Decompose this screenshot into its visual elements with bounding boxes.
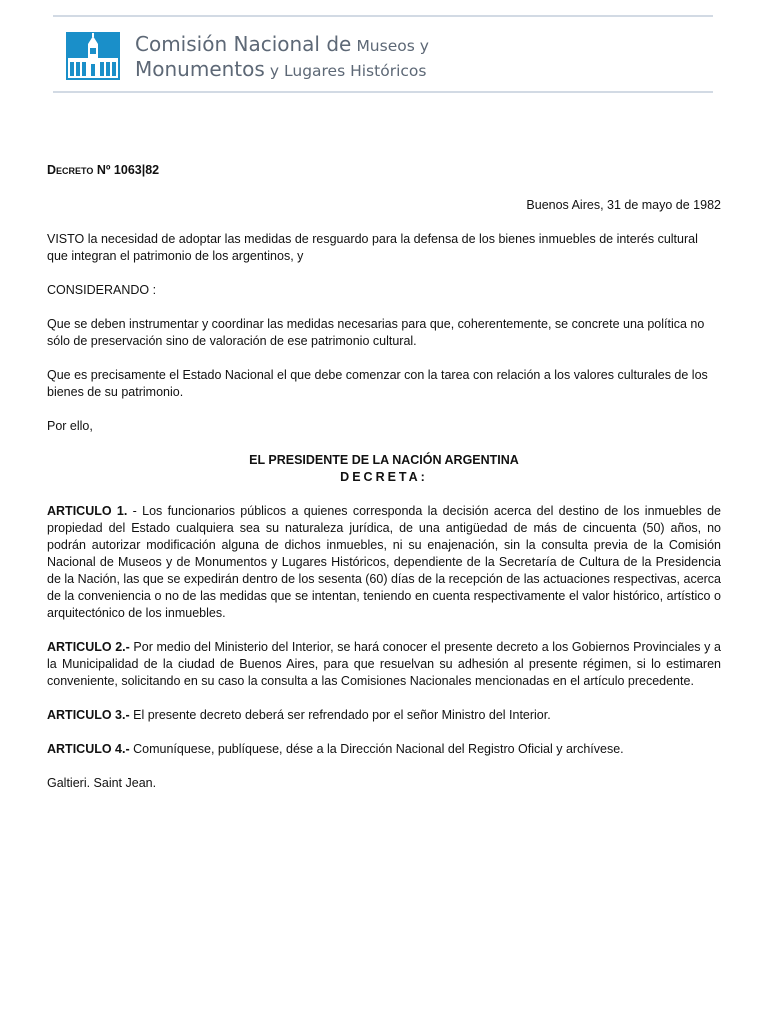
header-top-rule <box>53 15 713 17</box>
decreta-heading: DECRETA: <box>340 470 428 484</box>
header-bottom-rule <box>53 91 713 93</box>
org-name <box>135 33 429 83</box>
decree-title <box>47 162 721 179</box>
org-name-part: Monumentos <box>135 57 265 81</box>
article-4 <box>47 741 721 758</box>
org-name-part: y Lugares Históricos <box>269 62 427 80</box>
article-text: Por medio del Ministerio del Interior, se hará conocer el presente decreto a los Gobiernos Provinciales y a la Municipalidad de la ciudad de Buenos Aires, para que resuelvan su adhesión al presente régimen, si lo estimaren conveniente, solicitando en su caso la consulta a las Comisiones Nacionales mencionadas en el artículo precedente. <box>47 640 722 688</box>
article-label: ARTICULO 4.- <box>47 742 130 756</box>
considerando-paragraph-1: Que se deben instrumentar y coordinar las medidas necesarias para que, coherentemente, se concrete una política no sólo de preservación sino de valoración de ese patrimonio cultural. <box>47 317 705 348</box>
signatures: Galtieri. Saint Jean. <box>47 776 157 790</box>
article-label: ARTICULO 3.- <box>47 708 130 722</box>
org-name-part: Comisión Nacional de <box>135 32 352 56</box>
article-text: - Los funcionarios públicos a quienes corresponda la decisión acerca del destino de los inmuebles de propiedad del Estado cualquiera sea su naturaleza jurídica, de una antigüedad de más de cincuenta (50) años, no podrán autorizar modificación alguna de dichos inmuebles, ni su enajenación, sin la consulta previa de la Comisión Nacional de Museos y de Monumentos y Lugares Históricos, dependiente de la Secretaría de Cultura de la Presidencia de la Nación, las que se expedirán dentro de los sesenta (60) días de la recepción de las actuaciones respectivas, acerca de la conveniencia o no de las medidas que se intentan, teniendo en cuenta respectivamente el valor histórico, artístico o arquitectónico de los inmuebles. <box>47 504 722 620</box>
cabildo-building-icon <box>66 32 120 86</box>
decree-number: Nº 1063|82 <box>96 163 160 177</box>
article-1 <box>47 503 721 622</box>
president-heading: EL PRESIDENTE DE LA NACIÓN ARGENTINA <box>249 453 519 467</box>
visto-paragraph: VISTO la necesidad de adoptar las medidas de resguardo para la defensa de los bienes inmuebles de interés cultural que integran el patrimonio de los argentinos, y <box>47 232 698 263</box>
article-text: Comuníquese, publíquese, dése a la Dirección Nacional del Registro Oficial y archívese. <box>129 742 624 756</box>
decree-document <box>47 162 721 792</box>
por-ello: Por ello, <box>47 419 93 433</box>
considerando-paragraph-2: Que es precisamente el Estado Nacional el que debe comenzar con la tarea con relación a los valores culturales de los bienes de su patrimonio. <box>47 368 708 399</box>
article-3 <box>47 707 721 724</box>
article-label: ARTICULO 2.- <box>47 640 130 654</box>
decree-title-prefix: Decreto <box>47 163 94 177</box>
decree-date: Buenos Aires, 31 de mayo de 1982 <box>526 198 721 212</box>
considerando-heading: CONSIDERANDO : <box>47 283 157 297</box>
article-label: ARTICULO 1. <box>47 504 128 518</box>
article-2 <box>47 639 721 690</box>
article-text: El presente decreto deberá ser refrendado por el señor Ministro del Interior. <box>129 708 551 722</box>
org-name-part: Museos y <box>356 37 429 55</box>
